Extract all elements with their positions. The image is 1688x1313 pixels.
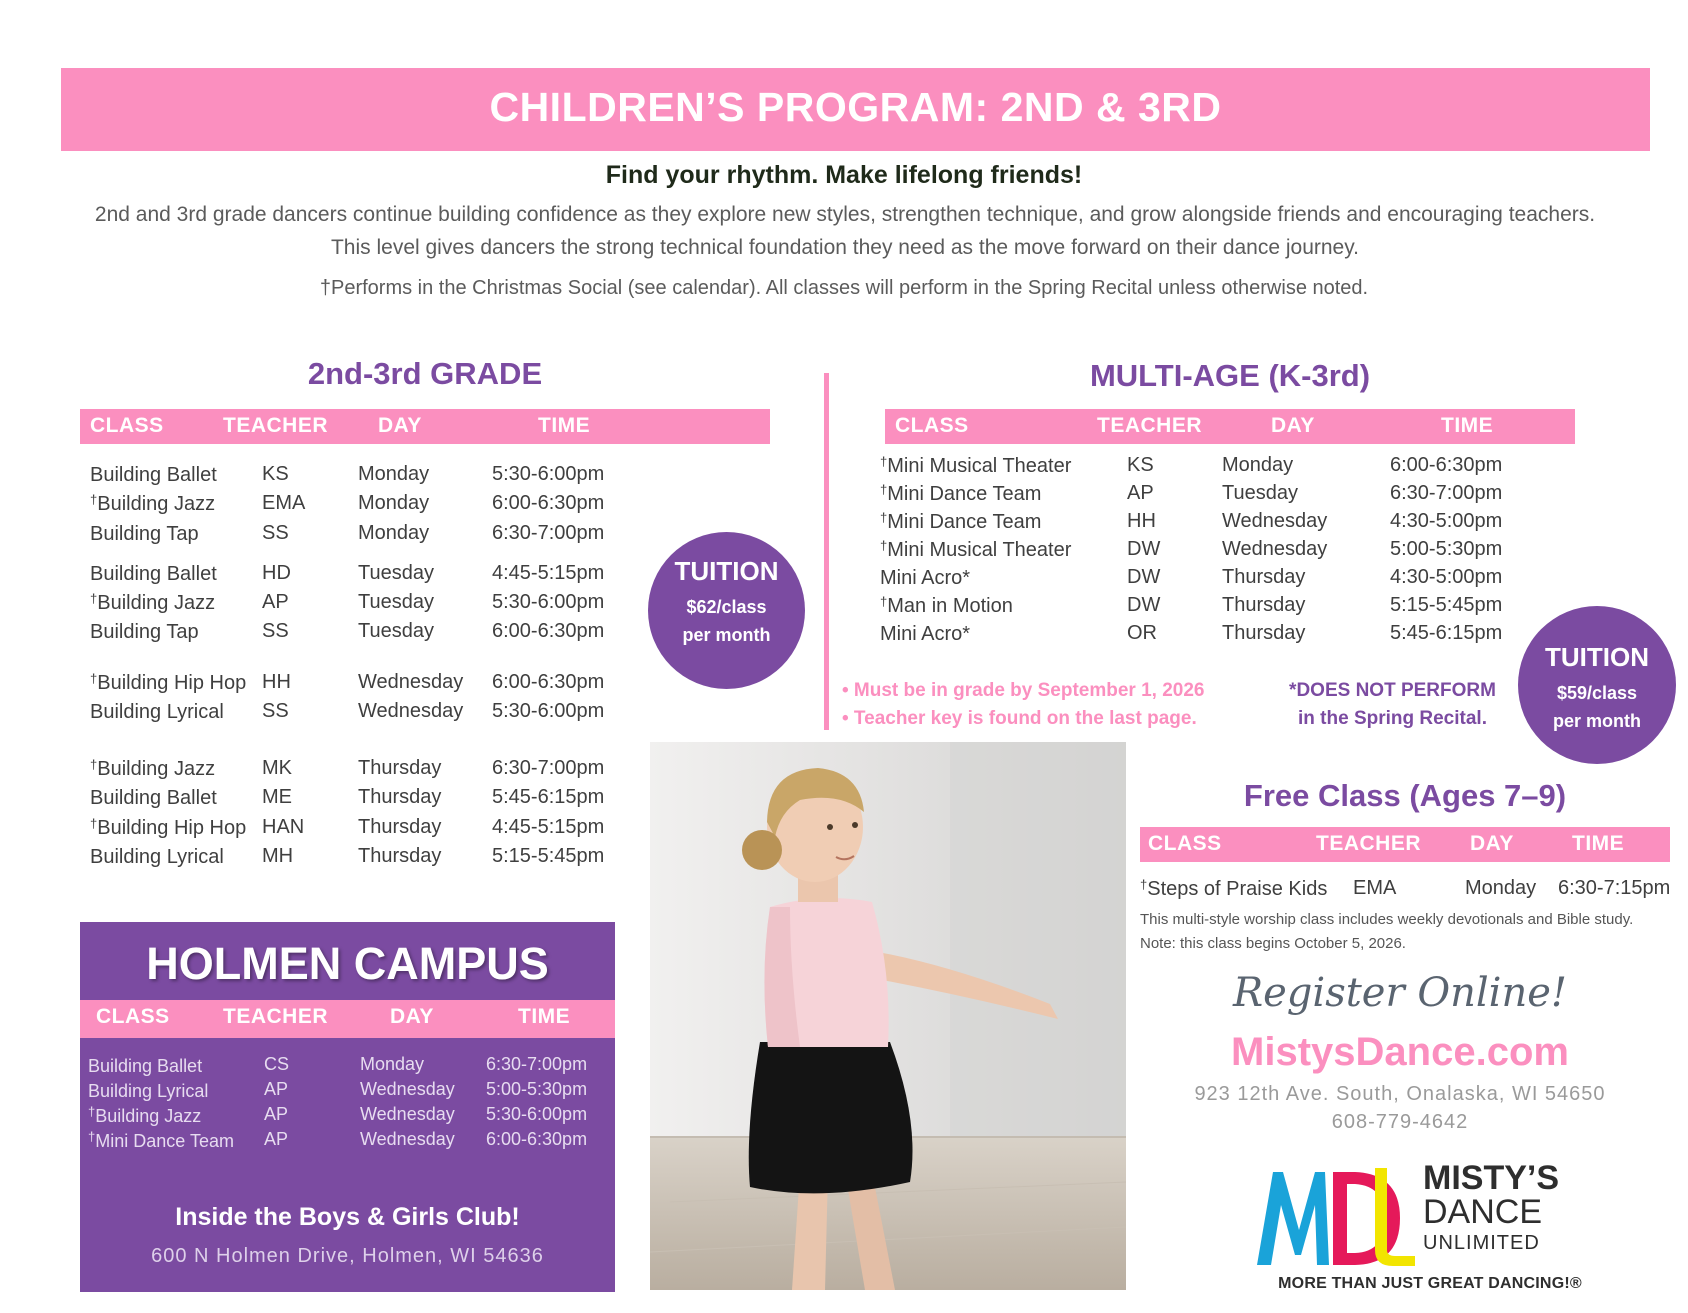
class-name [880,482,1041,506]
class-name [880,566,970,590]
time: 6:30-7:00pm [1390,482,1503,504]
class-name-text: Mini Dance Team [887,511,1042,533]
day: Monday [1465,877,1537,899]
teacher: DW [1127,538,1161,560]
tuition-title: TUITION [674,556,779,586]
grade-section-title: 2nd-3rd GRADE [307,356,543,391]
time: 6:30-7:00pm [492,757,605,779]
dagger-mark: † [88,1129,96,1144]
class-name [90,845,224,869]
dagger-mark: † [90,591,98,606]
header-teacher: TEACHER [1097,414,1203,437]
day: Monday [358,463,430,485]
tagline: Find your rhythm. Make lifelong friends! [605,161,1083,189]
time: 4:30-5:00pm [1390,566,1503,588]
class-name-text: Building Ballet [88,1056,203,1076]
teacher: KS [262,463,289,485]
class-name-text: Mini Dance Team [887,483,1042,505]
day: Wednesday [360,1079,455,1099]
teacher-key-note: • Teacher key is found on the last page. [842,708,1197,729]
class-name [880,510,1041,534]
dagger-mark: † [88,1104,96,1119]
class-name-text: Building Lyrical [88,1081,209,1101]
day: Tuesday [358,591,434,613]
time: 6:00-6:30pm [486,1129,588,1149]
header-day: DAY [1271,414,1315,437]
header-class: CLASS [96,1005,170,1028]
class-name [88,1129,234,1152]
day: Monday [360,1054,425,1074]
time: 5:30-6:00pm [492,700,605,722]
class-name [90,786,217,810]
time: 5:45-6:15pm [1390,622,1503,644]
class-name [90,562,217,586]
teacher: HD [262,562,291,584]
teacher: EMA [1353,877,1397,899]
class-name-text: Building Hip Hop [97,672,247,694]
tuition-price: $62/class [686,597,767,617]
dagger-mark: † [880,454,888,469]
class-name [880,594,1013,618]
dagger-mark: † [880,594,888,609]
class-name-text: Building Ballet [90,464,217,486]
class-name-text: Building Lyrical [90,701,224,723]
header-day: DAY [1470,832,1514,855]
logo-line-3: UNLIMITED [1423,1232,1540,1254]
dagger-mark: † [880,510,888,525]
day: Wednesday [358,700,464,722]
header-class: CLASS [1148,832,1222,855]
teacher: DW [1127,594,1161,616]
class-name-text: Man in Motion [887,595,1013,617]
class-name-text: Mini Musical Theater [887,455,1072,477]
logo-line-1: MISTY’S [1423,1159,1560,1197]
tuition-period: per month [682,625,771,645]
teacher: CS [264,1054,290,1074]
day: Thursday [358,845,442,867]
grade-table-header [80,409,770,444]
time: 5:15-5:45pm [492,845,605,867]
class-name-text: Building Tap [90,523,199,545]
multi-age-tuition-badge [1518,606,1676,764]
header-time: TIME [538,414,591,437]
dagger-mark: † [880,538,888,553]
website-link[interactable]: MistysDance.com [1231,1030,1569,1074]
teacher: HH [262,671,291,693]
time: 6:30-7:00pm [492,522,605,544]
free-class-description: This multi-style worship class includes weekly devotionals and Bible study. [1140,911,1634,928]
no-perform-note-2: in the Spring Recital. [1298,708,1487,729]
time: 5:00-5:30pm [1390,538,1503,560]
teacher: AP [264,1079,289,1099]
dagger-mark: † [90,492,98,507]
class-name [88,1054,202,1077]
header-class: CLASS [90,414,164,437]
class-name-text: Building Jazz [95,1106,202,1126]
grade-tuition-badge [648,532,805,689]
no-perform-note: *DOES NOT PERFORM [1289,680,1496,701]
time: 4:45-5:15pm [492,816,605,838]
class-name [880,622,970,646]
day: Wednesday [1222,510,1328,532]
class-name [90,671,246,695]
time: 4:45-5:15pm [492,562,605,584]
time: 5:15-5:45pm [1390,594,1503,616]
class-name [90,591,215,615]
day: Monday [1222,454,1294,476]
header-day: DAY [390,1005,434,1028]
teacher: SS [262,620,289,642]
class-name [90,522,199,546]
section-divider [824,373,829,730]
teacher: ME [262,786,292,808]
day: Wednesday [358,671,464,693]
intro-paragraph: 2nd and 3rd grade dancers continue building confidence as they explore new styles, strengthen technique, and grow alongside friends and encouraging teachers. This level gives dancers the strong technical foundation they need as the move forward on their dance journey. [94,203,1596,259]
class-name-text: Mini Acro* [880,623,971,645]
time: 6:00-6:30pm [492,492,605,514]
class-name-text: Building Jazz [97,493,216,515]
day: Monday [358,522,430,544]
tuition-period: per month [1553,711,1641,731]
tuition-price: $59/class [1556,683,1638,703]
day: Thursday [1222,594,1306,616]
day: Monday [358,492,430,514]
day: Thursday [358,816,442,838]
teacher: SS [262,522,289,544]
class-name [90,620,199,644]
teacher: HAN [262,816,305,838]
time: 6:30-7:15pm [1558,877,1671,899]
day: Wednesday [360,1104,455,1124]
class-name-text: Building Ballet [90,563,217,585]
teacher: AP [1127,482,1154,504]
teacher: HH [1127,510,1156,532]
teacher: DW [1127,566,1161,588]
header-day: DAY [378,414,422,437]
teacher: MH [262,845,294,867]
day: Thursday [358,757,442,779]
multi-age-table-header [885,409,1575,444]
mdu-logo [1255,1160,1595,1270]
header-time: TIME [1441,414,1494,437]
class-name-text: Building Jazz [97,592,216,614]
class-name [880,538,1071,562]
class-name-text: Mini Musical Theater [887,539,1072,561]
day: Thursday [358,786,442,808]
class-name [90,463,217,487]
day: Thursday [1222,566,1306,588]
class-name [90,816,246,840]
class-name-text: Mini Dance Team [95,1131,234,1151]
studio-address: 923 12th Ave. South, Onalaska, WI 54650 [1194,1083,1606,1105]
tuition-title: TUITION [1545,642,1649,672]
time: 6:00-6:30pm [492,671,605,693]
class-name [90,757,215,781]
day: Wednesday [360,1129,455,1149]
time: 4:30-5:00pm [1390,510,1503,532]
day: Tuesday [1222,482,1298,504]
holmen-location: Inside the Boys & Girls Club! [175,1203,520,1231]
day: Tuesday [358,562,434,584]
free-class-start-note: Note: this class begins October 5, 2026. [1140,935,1406,952]
class-name [1140,877,1327,901]
holmen-address: 600 N Holmen Drive, Holmen, WI 54636 [151,1245,544,1267]
time: 6:00-6:30pm [1390,454,1503,476]
teacher: MK [262,757,292,779]
class-name-text: Building Hip Hop [97,817,247,839]
dagger-mark: † [880,482,888,497]
multi-age-section-title: MULTI-AGE (K-3rd) [1089,358,1371,393]
class-name [88,1079,208,1102]
class-name-text: Building Ballet [90,787,217,809]
page-title: CHILDREN’S PROGRAM: 2ND & 3RD [489,84,1222,130]
class-name [90,492,215,516]
time: 5:00-5:30pm [486,1079,588,1099]
class-name [880,454,1071,478]
holmen-campus-title: HOLMEN CAMPUS [146,938,549,989]
header-teacher: TEACHER [1316,832,1422,855]
teacher: AP [262,591,289,613]
register-online-heading: Register Online! [1233,970,1567,1016]
free-class-title: Free Class (Ages 7–9) [1243,778,1567,813]
logo-line-2: DANCE [1423,1193,1543,1231]
class-name-text: Mini Acro* [880,567,971,589]
teacher: SS [262,700,289,722]
performance-note: †Performs in the Christmas Social (see calendar). All classes will perform in the Spring Recital unless otherwise noted. [319,277,1369,299]
class-name-text: Building Lyrical [90,846,224,868]
class-name [88,1104,201,1127]
dancer-illustration [650,742,1126,1290]
time: 5:45-6:15pm [492,786,605,808]
teacher: KS [1127,454,1154,476]
dagger-mark: † [90,757,98,772]
dagger-mark: † [1140,877,1148,892]
holmen-table-header [80,1000,615,1038]
time: 5:30-6:00pm [492,591,605,613]
teacher: AP [264,1104,289,1124]
free-class-table-header [1140,827,1670,862]
time: 5:30-6:00pm [492,463,605,485]
studio-phone: 608-779-4642 [1331,1111,1469,1133]
header-teacher: TEACHER [223,1005,329,1028]
class-name-text: Building Jazz [97,758,216,780]
day: Thursday [1222,622,1306,644]
class-name-text: Steps of Praise Kids [1147,878,1328,900]
time: 6:30-7:00pm [486,1054,588,1074]
header-teacher: TEACHER [223,414,329,437]
dancer-photo [650,742,1126,1290]
logo-slogan: MORE THAN JUST GREAT DANCING!® [1278,1275,1582,1292]
teacher: AP [264,1129,289,1149]
teacher: OR [1127,622,1157,644]
grade-cutoff-note: • Must be in grade by September 1, 2026 [842,680,1205,701]
mdu-logo-mark [1255,1160,1415,1270]
time: 5:30-6:00pm [486,1104,588,1124]
class-name-text: Building Tap [90,621,199,643]
day: Wednesday [1222,538,1328,560]
header-time: TIME [1572,832,1625,855]
header-time: TIME [518,1005,571,1028]
teacher: EMA [262,492,306,514]
dagger-mark: † [90,816,98,831]
header-class: CLASS [895,414,969,437]
dagger-mark: † [90,671,98,686]
day: Tuesday [358,620,434,642]
time: 6:00-6:30pm [492,620,605,642]
class-name [90,700,224,724]
